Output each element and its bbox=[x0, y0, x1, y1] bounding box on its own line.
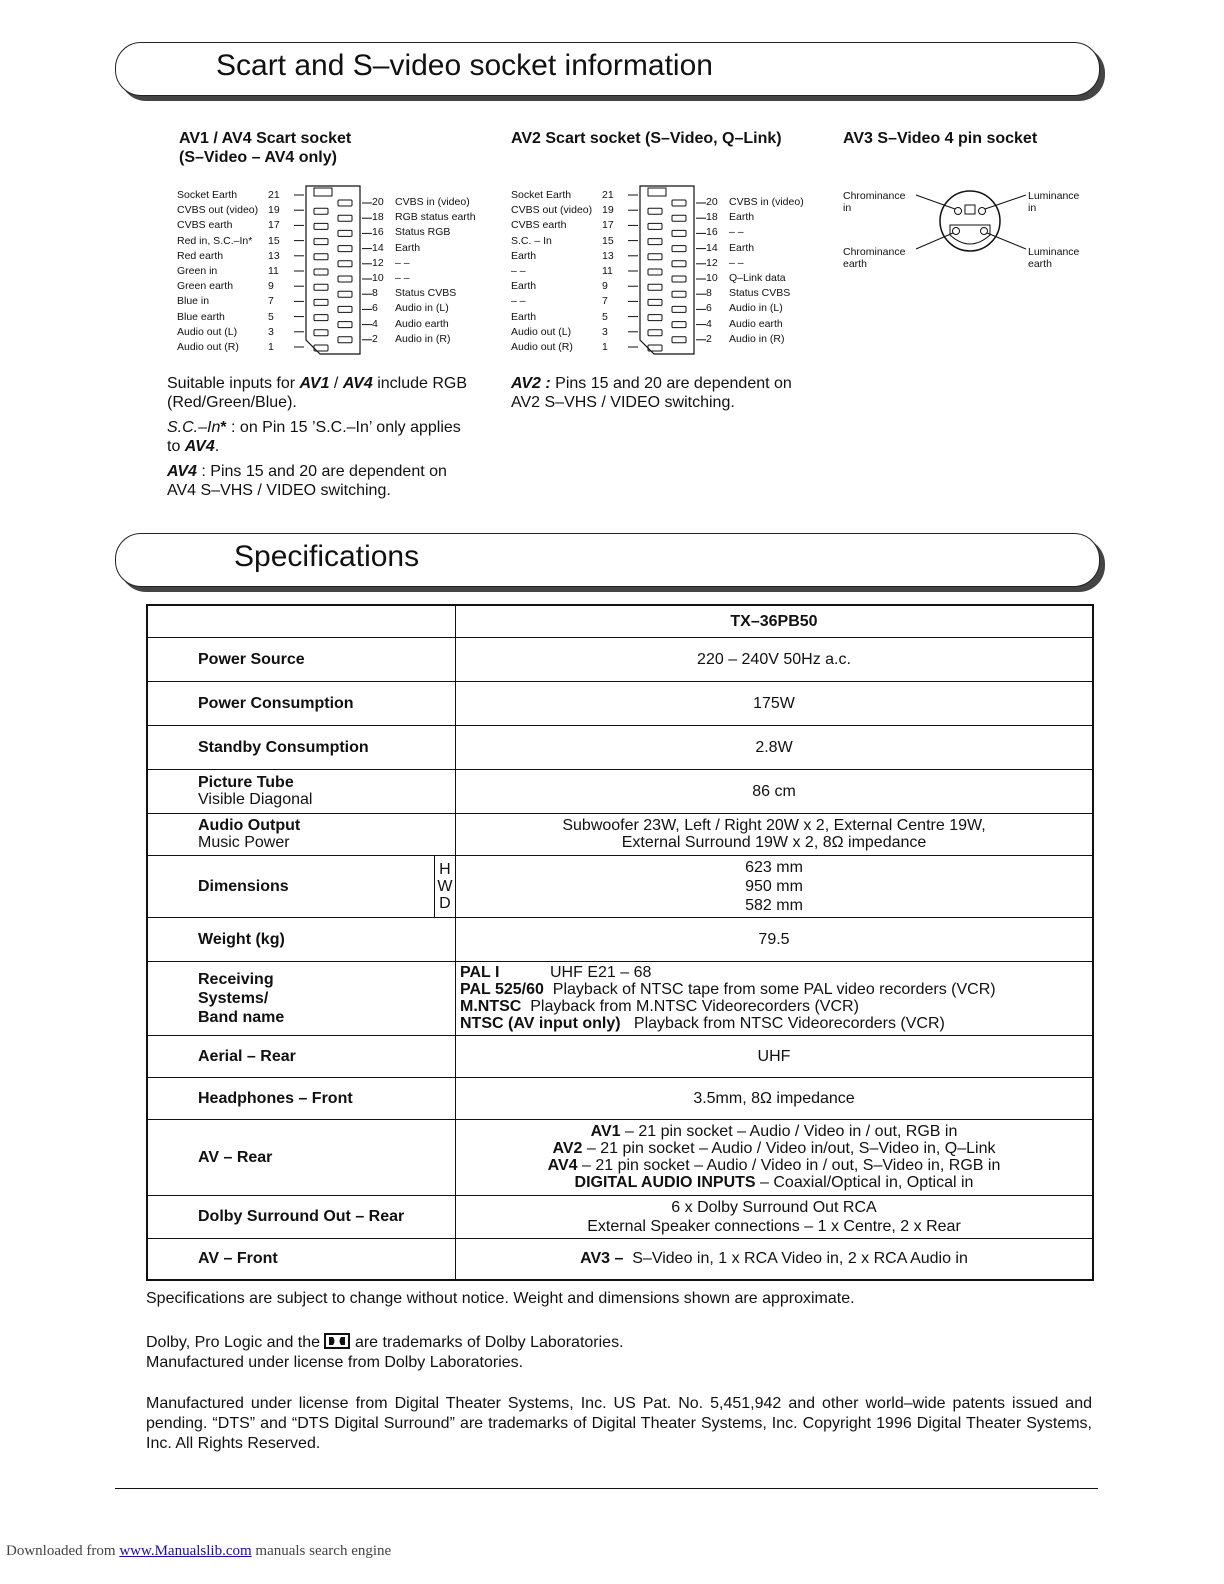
pin-number: 14 bbox=[372, 241, 384, 254]
scart-connector-icon bbox=[628, 182, 718, 362]
table-row bbox=[147, 1077, 1093, 1119]
pin-label: – – bbox=[511, 295, 526, 308]
pin-label: CVBS earth bbox=[511, 219, 567, 232]
pin-label: Audio in (L) bbox=[729, 302, 783, 315]
av3-socket-title: AV3 S–Video 4 pin socket bbox=[843, 130, 1038, 147]
scart-connector-icon bbox=[294, 182, 384, 362]
pin-number: 21 bbox=[602, 189, 614, 201]
spec-value: UHF bbox=[456, 1035, 1094, 1077]
spec-value: AV1 – 21 pin socket – Audio / Video in / out, RGB in AV2 – 21 pin socket – Audio / Video in/out, S–Video in, Q–Link AV4 – 21 pin socket – Audio / Video in / out, S–Video in, RGB in DIGITAL AUDIO INPUTS – Coaxial/Optical in, Optical in bbox=[456, 1119, 1094, 1195]
table-row bbox=[147, 725, 1093, 769]
spec-label: AV – Front bbox=[147, 1238, 456, 1280]
av1-socket-title: AV1 / AV4 Scart socket (S–Video – AV4 only) bbox=[179, 130, 352, 166]
pin-label: – – bbox=[729, 256, 744, 269]
pin-label: CVBS earth bbox=[177, 219, 233, 232]
table-row bbox=[147, 813, 1093, 855]
pin-label: Audio in (R) bbox=[395, 332, 451, 345]
pin-number: 16 bbox=[372, 226, 384, 239]
table-row bbox=[147, 855, 1093, 917]
pin-number: 4 bbox=[706, 317, 712, 330]
spec-value: 220 – 240V 50Hz a.c. bbox=[456, 637, 1094, 681]
pin-label: – – bbox=[395, 256, 410, 269]
spec-label: Aerial – Rear bbox=[147, 1035, 456, 1077]
pin-label: Audio earth bbox=[395, 317, 449, 330]
pin-label: Blue in bbox=[177, 295, 210, 308]
table-row bbox=[147, 1035, 1093, 1077]
note-av4-pins: AV4 : Pins 15 and 20 are dependent on AV4 S–VHS / VIDEO switching. bbox=[167, 463, 447, 499]
spec-label: Standby Consumption bbox=[147, 725, 456, 769]
pin-number: 2 bbox=[706, 332, 712, 345]
table-row bbox=[147, 769, 1093, 813]
pin-label: Socket Earth bbox=[511, 189, 572, 201]
pin-label: Earth bbox=[729, 211, 755, 224]
table-row bbox=[147, 917, 1093, 961]
note-av2-pins: AV2 : Pins 15 and 20 are dependent on AV2 S–VHS / VIDEO switching. bbox=[511, 375, 792, 411]
pin-number: 13 bbox=[268, 249, 280, 262]
spec-label: Receiving Systems/ Band name bbox=[147, 961, 456, 1035]
pin-label: Status CVBS bbox=[395, 287, 457, 300]
pin-number: 17 bbox=[268, 219, 280, 232]
pin-number: 20 bbox=[706, 196, 718, 208]
spec-value: 2.8W bbox=[456, 725, 1094, 769]
pin-number: 18 bbox=[706, 211, 718, 224]
pin-number: 7 bbox=[602, 295, 608, 308]
pin-number: 16 bbox=[706, 226, 718, 239]
note-av1-av4-rgb: Suitable inputs for AV1 / AV4 include RGB (Red/Green/Blue). bbox=[167, 375, 468, 411]
pin-label: CVBS out (video) bbox=[177, 204, 259, 217]
spec-label: Dimensions bbox=[147, 855, 434, 917]
spec-value: PAL I UHF E21 – 68 PAL 525/60 Playback of NTSC tape from some PAL video recorders (VCR) M.NTSC Playback from M.NTSC Videorecorders (VCR) NTSC (AV input only) Playback from NTSC Videorecorders (VCR) bbox=[456, 961, 1094, 1035]
pin-label: Q–Link data bbox=[729, 272, 786, 284]
chroma-in-label: Chrominance in bbox=[843, 190, 906, 214]
pin-label: Earth bbox=[729, 241, 755, 254]
pin-number: 19 bbox=[268, 204, 280, 217]
spec-label: AV – Rear bbox=[147, 1119, 456, 1195]
pin-label: S.C. – In bbox=[511, 234, 552, 247]
section-title-specifications: Specifications bbox=[234, 540, 420, 573]
table-row bbox=[147, 1238, 1093, 1280]
pin-label: – – bbox=[729, 226, 744, 239]
spec-value: 6 x Dolby Surround Out RCA External Speaker connections – 1 x Centre, 2 x Rear bbox=[456, 1195, 1094, 1238]
pin-number: 4 bbox=[372, 317, 378, 330]
pin-label: Audio in (L) bbox=[395, 302, 449, 315]
spec-label: Power Consumption bbox=[147, 681, 456, 725]
pin-number: 3 bbox=[268, 325, 274, 338]
pin-label: Earth bbox=[511, 310, 537, 323]
table-row bbox=[147, 1119, 1093, 1195]
luma-in-label: Luminance in bbox=[1028, 190, 1080, 214]
pin-number: 10 bbox=[372, 272, 384, 284]
download-footer: Downloaded from www.Manualslib.com manuals search engine bbox=[6, 1543, 392, 1559]
pin-number: 1 bbox=[268, 341, 274, 353]
pin-label: – – bbox=[511, 265, 526, 277]
footer-rule bbox=[115, 1488, 1098, 1489]
svideo-socket-icon bbox=[840, 185, 1100, 275]
table-row bbox=[147, 1195, 1093, 1238]
pin-label: Red earth bbox=[177, 249, 224, 262]
manualslib-link[interactable]: www.Manualslib.com bbox=[119, 1543, 252, 1559]
pin-number: 1 bbox=[602, 341, 608, 353]
pin-number: 15 bbox=[602, 234, 614, 247]
table-row bbox=[147, 637, 1093, 681]
spec-value: 79.5 bbox=[456, 917, 1094, 961]
pin-label: CVBS out (video) bbox=[511, 204, 593, 217]
spec-label: Weight (kg) bbox=[147, 917, 456, 961]
pin-number: 18 bbox=[372, 211, 384, 224]
spec-label: Dolby Surround Out – Rear bbox=[147, 1195, 456, 1238]
dolby-trademark: Dolby, Pro Logic and the are trademarks of Dolby Laboratories. Manufactured under license from Dolby Laboratories. bbox=[146, 1334, 624, 1371]
spec-value: Subwoofer 23W, Left / Right 20W x 2, External Centre 19W, External Surround 19W x 2, 8Ω impedance bbox=[456, 813, 1094, 855]
pin-number: 9 bbox=[602, 280, 608, 293]
pin-number: 5 bbox=[602, 310, 608, 323]
note-sc-in: S.C.–In* : on Pin 15 ’S.C.–In’ only applies to AV4. bbox=[167, 419, 461, 455]
pin-number: 19 bbox=[602, 204, 614, 217]
pin-number: 11 bbox=[602, 265, 613, 277]
pin-number: 6 bbox=[706, 302, 712, 315]
pin-label: Status RGB bbox=[395, 226, 451, 239]
section-title-scart: Scart and S–video socket information bbox=[216, 49, 713, 82]
pin-number: 6 bbox=[372, 302, 378, 315]
pin-number: 13 bbox=[602, 249, 614, 262]
spec-label: Picture Tube Visible Diagonal bbox=[147, 769, 456, 813]
pin-number: 12 bbox=[706, 256, 718, 269]
pin-number: 9 bbox=[268, 280, 274, 293]
section-banner-scart bbox=[115, 42, 1100, 96]
spec-disclaimer: Specifications are subject to change without notice. Weight and dimensions shown are approximate. bbox=[146, 1290, 855, 1307]
pin-label: Audio out (R) bbox=[177, 341, 239, 353]
pin-number: 12 bbox=[372, 256, 384, 269]
pin-label: Green earth bbox=[177, 280, 234, 293]
notes-left bbox=[167, 374, 467, 506]
pin-label: Audio out (R) bbox=[511, 341, 573, 353]
pin-number: 7 bbox=[268, 295, 274, 308]
pin-label: Red in, S.C.–In* bbox=[177, 234, 253, 247]
pin-label: Earth bbox=[511, 249, 537, 262]
pin-label: Earth bbox=[511, 280, 537, 293]
table-row bbox=[147, 961, 1093, 1035]
pin-label: – – bbox=[395, 272, 410, 284]
pin-label: RGB status earth bbox=[395, 211, 476, 224]
spec-label: Headphones – Front bbox=[147, 1077, 456, 1119]
pin-number: 8 bbox=[372, 287, 378, 300]
pin-label: CVBS in (video) bbox=[729, 196, 804, 208]
pin-number: 8 bbox=[706, 287, 712, 300]
table-row bbox=[147, 605, 1093, 637]
pin-number: 10 bbox=[706, 272, 718, 284]
pin-label: Audio in (R) bbox=[729, 332, 785, 345]
pin-number: 2 bbox=[372, 332, 378, 345]
av2-socket-title: AV2 Scart socket (S–Video, Q–Link) bbox=[511, 130, 782, 147]
pin-number: 15 bbox=[268, 234, 280, 247]
table-row bbox=[147, 681, 1093, 725]
spec-value: 623 mm 950 mm 582 mm bbox=[456, 855, 1094, 917]
pin-number: 11 bbox=[268, 265, 279, 277]
spec-value: 175W bbox=[456, 681, 1094, 725]
model-header: TX–36PB50 bbox=[456, 605, 1094, 637]
dims-axes: H W D bbox=[434, 855, 455, 917]
pin-label: Earth bbox=[395, 241, 421, 254]
pin-label: Audio out (L) bbox=[511, 325, 572, 338]
luma-earth-label: Luminance earth bbox=[1028, 246, 1080, 270]
spec-value: 3.5mm, 8Ω impedance bbox=[456, 1077, 1094, 1119]
spec-table bbox=[146, 604, 1094, 1281]
pin-number: 14 bbox=[706, 241, 718, 254]
dts-trademark: Manufactured under license from Digital Theater Systems, Inc. US Pat. No. 5,451,942 and other world–wide patents issued and pending. “DTS” and “DTS Digital Surround” are trademarks of Digital Theater Systems, Inc. Copyright 1996 Digital Theater Systems, Inc. All Rights Reserved. bbox=[146, 1395, 1092, 1452]
pin-label: Audio out (L) bbox=[177, 325, 238, 338]
pin-label: Blue earth bbox=[177, 310, 225, 323]
dolby-double-d-icon bbox=[324, 1333, 350, 1349]
pin-number: 17 bbox=[602, 219, 614, 232]
chroma-earth-label: Chrominance earth bbox=[843, 246, 906, 270]
pin-number: 21 bbox=[268, 189, 280, 201]
pin-label: CVBS in (video) bbox=[395, 196, 470, 208]
spec-value: 86 cm bbox=[456, 769, 1094, 813]
pin-number: 3 bbox=[602, 325, 608, 338]
pin-label: Green in bbox=[177, 265, 218, 277]
spec-value: AV3 – S–Video in, 1 x RCA Video in, 2 x RCA Audio in bbox=[456, 1238, 1094, 1280]
section-banner-specifications bbox=[115, 533, 1100, 587]
pin-number: 20 bbox=[372, 196, 384, 208]
pin-label: Status CVBS bbox=[729, 287, 791, 300]
spec-label: Audio Output Music Power bbox=[147, 813, 456, 855]
spec-label: Power Source bbox=[147, 637, 456, 681]
pin-number: 5 bbox=[268, 310, 274, 323]
pin-label: Socket Earth bbox=[177, 189, 238, 201]
pin-label: Audio earth bbox=[729, 317, 783, 330]
